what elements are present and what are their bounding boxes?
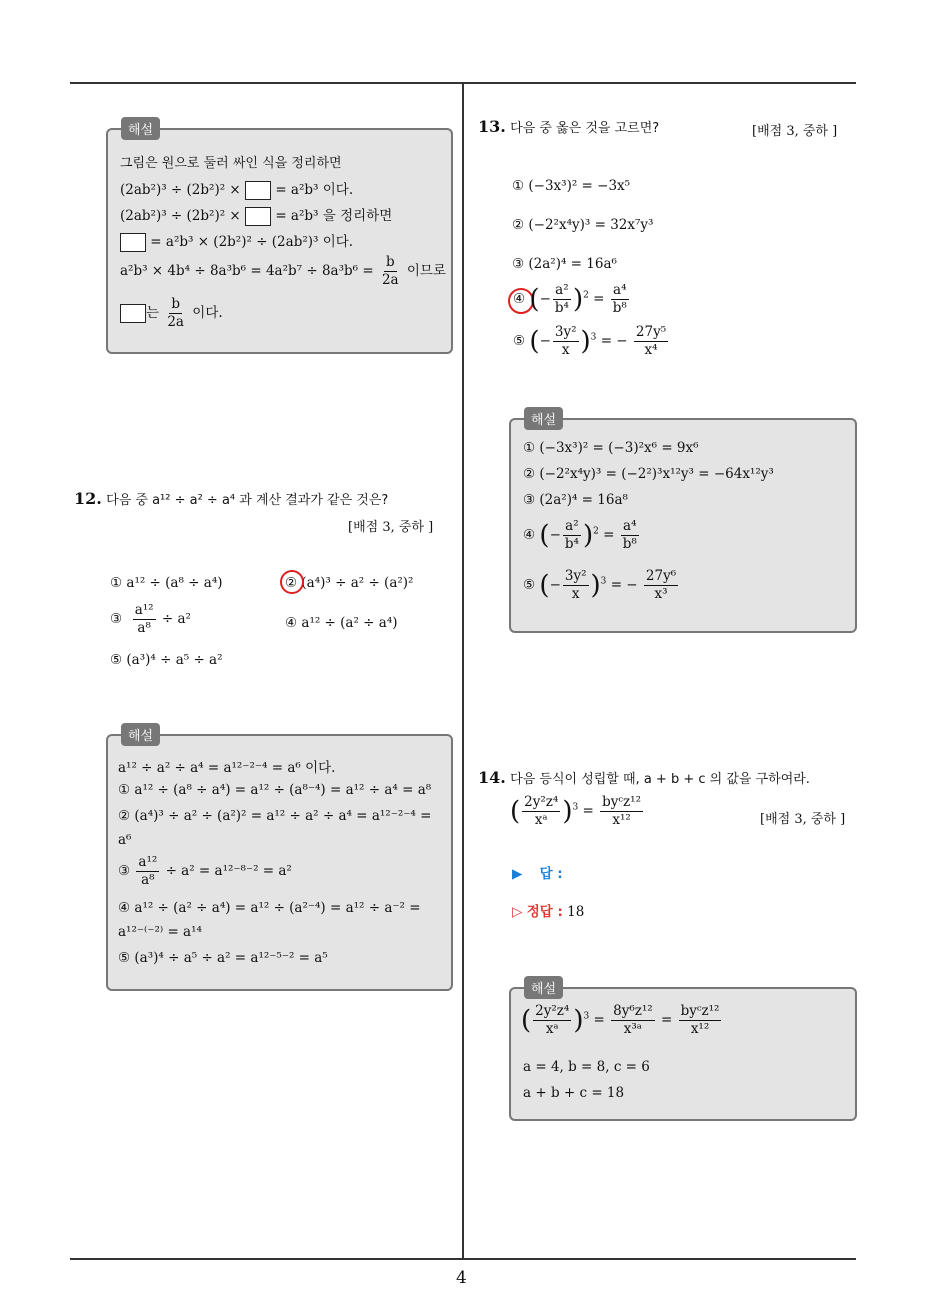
sol11-line2: (2ab²)³ ÷ (2b²)² × = a²b³ 이다. <box>120 182 354 198</box>
column-divider <box>462 83 464 1258</box>
sol12-line3: ② (a⁴)³ ÷ a² ÷ (a²)² = a¹² ÷ a² ÷ a⁴ = a¹²⁻²⁻⁴ = <box>118 808 432 824</box>
sol14-line1: ( $\frac{\text{2y²z⁴}}{\text{xᵃ}}$ )$^3$ = $\frac{\text{8y⁶z¹²}}{\text{x³ᵃ}}$ = $\frac{\text{byᶜz¹²}}{\text{x¹²}}$ <box>521 1003 720 1037</box>
page-number: 4 <box>456 1268 467 1288</box>
correct-value: 18 <box>567 904 585 920</box>
sol11-line3: (2ab²)³ ÷ (2b²)² × = a²b³ 을 정리하면 <box>120 208 393 224</box>
option-12-2[interactable]: ② (a⁴)³ ÷ a² ÷ (a²)² <box>285 575 414 591</box>
sol12-line8: ⑤ (a³)⁴ ÷ a⁵ ÷ a² = a¹²⁻⁵⁻² = a⁵ <box>118 950 328 966</box>
solution-box-12 <box>106 729 453 991</box>
sol12-line6: ④ a¹² ÷ (a² ÷ a⁴) = a¹² ÷ (a²⁻⁴) = a¹² ÷ a⁻² = <box>118 900 421 916</box>
answer-label: 답 : <box>539 866 563 882</box>
sol11-line5: a²b³ × 4b⁴ ÷ 8a³b⁶ = 4a²b⁷ ÷ 8a³b⁶ = $\frac{b}{2a}$ 이므로 <box>120 254 447 288</box>
solution-tag: 해설 <box>121 723 160 746</box>
solution-box-13 <box>509 413 857 633</box>
solution-tag: 해설 <box>121 117 160 140</box>
blank-square <box>120 304 146 323</box>
solution-box-14 <box>509 982 857 1121</box>
sol13-line1: ① (−3x³)² = (−3)²x⁶ = 9x⁶ <box>523 440 699 456</box>
blank-square <box>245 181 271 200</box>
sol12-line1: a¹² ÷ a² ÷ a⁴ = a¹²⁻²⁻⁴ = a⁶ 이다. <box>118 760 336 776</box>
points-13: [배점 3, 중하 ] <box>752 124 838 139</box>
solution-box-11 <box>106 123 453 354</box>
sol13-line5: ⑤ (− $\frac{\text{3y²}}{x}$ )$^3$ = − $\frac{\text{27y⁶}}{\text{x³}}$ <box>523 568 677 602</box>
sol12-line2: ① a¹² ÷ (a⁸ ÷ a⁴) = a¹² ÷ (a⁸⁻⁴) = a¹² ÷ a⁴ = a⁸ <box>118 782 432 798</box>
sol11-line6: 는 $\frac{b}{2a}$ 이다. <box>120 296 223 331</box>
solution-tag: 해설 <box>524 407 563 430</box>
option-12-1[interactable]: ① a¹² ÷ (a⁸ ÷ a⁴) <box>110 575 223 591</box>
points-14: [배점 3, 중하 ] <box>760 812 846 827</box>
option-13-1[interactable]: ① (−3x³)² = −3x⁵ <box>512 178 631 194</box>
solution-tag: 해설 <box>524 976 563 999</box>
bottom-rule <box>70 1258 856 1260</box>
option-12-5[interactable]: ⑤ (a³)⁴ ÷ a⁵ ÷ a² <box>110 652 223 668</box>
outline-arrow-icon: ▷ <box>512 904 523 920</box>
points-12: [배점 3, 중하 ] <box>348 520 434 535</box>
question-12: 12. 다음 중 a¹² ÷ a² ÷ a⁴ 과 계산 결과가 같은 것은? <box>74 489 389 508</box>
play-arrow-icon: ▶ <box>512 866 523 882</box>
option-13-5[interactable]: ⑤ (− $\frac{\text{3y²}}{x}$ )$^3$ = − $\frac{\text{27y⁵}}{\text{x⁴}}$ <box>513 324 667 358</box>
sol13-line3: ③ (2a²)⁴ = 16a⁸ <box>523 492 628 508</box>
sol12-line5: ③ $\frac{\text{a¹²}}{\text{a⁸}}$ ÷ a² = a¹²⁻⁸⁻² = a² <box>118 854 292 888</box>
selected-answer-circle <box>280 570 304 594</box>
correct-answer-row <box>512 900 584 920</box>
sol14-line2: a = 4, b = 8, c = 6 <box>523 1059 650 1075</box>
sol11-line1: 그림은 원으로 둘러 싸인 식을 정리하면 <box>120 156 342 171</box>
sol12-line4: a⁶ <box>118 832 132 848</box>
sol14-line3: a + b + c = 18 <box>523 1085 625 1101</box>
blank-square <box>120 233 146 252</box>
sol11-line4: = a²b³ × (2b²)² ÷ (2ab²)³ 이다. <box>120 230 353 252</box>
option-12-4[interactable]: ④ a¹² ÷ (a² ÷ a⁴) <box>285 615 398 631</box>
blank-square <box>245 207 271 226</box>
sol13-line2: ② (−2²x⁴y)³ = (−2²)³x¹²y³ = −64x¹²y³ <box>523 466 774 482</box>
answer-row <box>512 862 563 882</box>
option-13-3[interactable]: ③ (2a²)⁴ = 16a⁶ <box>512 256 617 272</box>
question-13: 13. 다음 중 옳은 것을 고르면? <box>478 117 660 136</box>
sol13-line4: ④ (− $\frac{\text{a²}}{\text{b⁴}}$ )$^2$ = $\frac{\text{a⁴}}{\text{b⁸}}$ <box>523 518 637 552</box>
option-12-3[interactable]: ③ $\frac{\text{a¹²}}{\text{a⁸}}$ ÷ a² <box>110 602 191 636</box>
sol12-line7: a¹²⁻⁽⁻²⁾ = a¹⁴ <box>118 924 202 940</box>
correct-label: 정답 : <box>526 904 563 920</box>
question-14-equation: ( $\frac{\text{2y²z⁴}}{\text{xᵃ}}$ )$^3$ = $\frac{\text{byᶜz¹²}}{\text{x¹²}}$ <box>510 794 641 828</box>
option-13-2[interactable]: ② (−2²x⁴y)³ = 32x⁷y³ <box>512 217 654 233</box>
option-13-4[interactable]: ④ (− $\frac{\text{a²}}{\text{b⁴}}$ )$^2$ = $\frac{\text{a⁴}}{\text{b⁸}}$ <box>513 282 627 316</box>
question-14: 14. 다음 등식이 성립할 때, a + b + c 의 값을 구하여라. <box>478 768 810 787</box>
